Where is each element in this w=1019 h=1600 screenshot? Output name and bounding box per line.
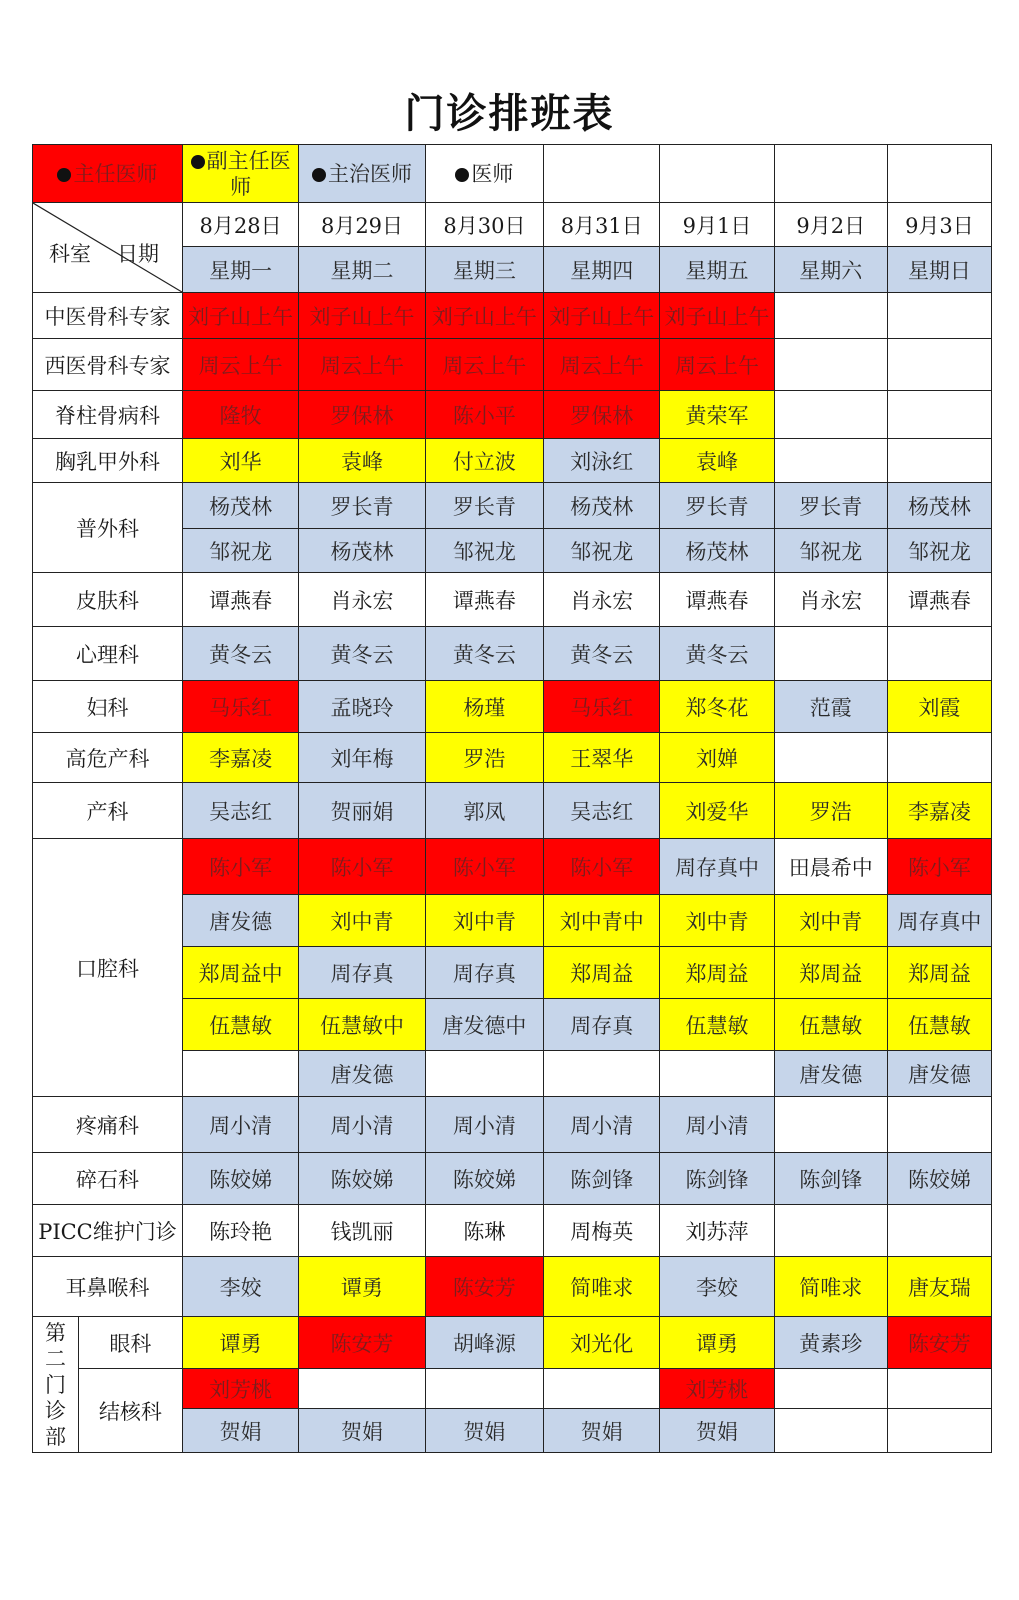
doctor-cell: 唐发德 <box>774 1051 887 1097</box>
doctor-cell <box>774 627 887 681</box>
doctor-cell: 陈小军 <box>299 839 426 895</box>
legend-doctor <box>425 145 543 203</box>
doctor-cell: 黄冬云 <box>182 627 298 681</box>
doctor-cell: 周云上午 <box>299 339 426 391</box>
doctor-cell: 刘子山上午 <box>660 293 774 339</box>
doctor-cell <box>182 1051 298 1097</box>
dept-cell: 产科 <box>33 783 183 839</box>
doctor-cell: 贺娟 <box>182 1409 298 1453</box>
doctor-cell: 刘婵 <box>660 733 774 783</box>
dot-icon <box>57 168 71 182</box>
doctor-cell: 杨茂林 <box>182 483 298 529</box>
doctor-cell: 杨茂林 <box>544 483 660 529</box>
weekday-cell: 星期日 <box>887 247 991 293</box>
doctor-cell <box>544 1369 660 1409</box>
table-row <box>33 1205 992 1257</box>
doctor-cell: 伍慧敏 <box>887 999 991 1051</box>
date-cell: 9月2日 <box>774 203 887 247</box>
doctor-cell: 邹祝龙 <box>774 529 887 573</box>
doctor-cell <box>887 391 991 439</box>
doctor-cell <box>425 1369 543 1409</box>
doctor-cell: 刘芳桃 <box>182 1369 298 1409</box>
dept-cell: 胸乳甲外科 <box>33 439 183 483</box>
doctor-cell: 唐发德 <box>182 895 298 947</box>
doctor-cell: 唐友瑞 <box>887 1257 991 1317</box>
doctor-cell: 贺娟 <box>299 1409 426 1453</box>
dot-icon <box>191 155 205 169</box>
doctor-cell: 周存真中 <box>887 895 991 947</box>
table-row <box>33 1317 992 1369</box>
doctor-cell: 周云上午 <box>425 339 543 391</box>
doctor-cell: 周小清 <box>299 1097 426 1153</box>
dept-cell: 结核科 <box>78 1369 182 1453</box>
doctor-cell <box>887 1409 991 1453</box>
doctor-cell: 李姣 <box>660 1257 774 1317</box>
doctor-cell: 邹祝龙 <box>544 529 660 573</box>
weekday-cell: 星期一 <box>182 247 298 293</box>
doctor-cell: 刘芳桃 <box>660 1369 774 1409</box>
doctor-cell: 刘年梅 <box>299 733 426 783</box>
doctor-cell: 简唯求 <box>544 1257 660 1317</box>
doctor-cell: 郑周益 <box>660 947 774 999</box>
date-cell: 8月28日 <box>182 203 298 247</box>
table-row <box>33 1153 992 1205</box>
dept-cell: 疼痛科 <box>33 1097 183 1153</box>
legend-associate <box>182 145 298 203</box>
dept-cell: 心理科 <box>33 627 183 681</box>
schedule-table <box>32 144 992 1453</box>
doctor-cell: 简唯求 <box>774 1257 887 1317</box>
doctor-cell: 陈姣娣 <box>887 1153 991 1205</box>
legend-chief <box>33 145 183 203</box>
dot-icon <box>455 168 469 182</box>
doctor-cell: 杨瑾 <box>425 681 543 733</box>
doctor-cell: 陈小平 <box>425 391 543 439</box>
date-cell: 8月31日 <box>544 203 660 247</box>
doctor-cell <box>774 391 887 439</box>
doctor-cell: 陈姣娣 <box>299 1153 426 1205</box>
header-corner <box>33 203 183 293</box>
doctor-cell <box>887 339 991 391</box>
doctor-cell: 贺娟 <box>544 1409 660 1453</box>
weekday-cell: 星期四 <box>544 247 660 293</box>
doctor-cell: 刘爱华 <box>660 783 774 839</box>
doctor-cell: 谭燕春 <box>660 573 774 627</box>
doctor-cell: 周云上午 <box>660 339 774 391</box>
doctor-cell: 周存真 <box>544 999 660 1051</box>
legend-associate-label: 副主任医师 <box>206 148 291 199</box>
table-row <box>33 1369 992 1409</box>
doctor-cell: 刘中青 <box>774 895 887 947</box>
doctor-cell: 唐发德 <box>887 1051 991 1097</box>
weekday-cell: 星期六 <box>774 247 887 293</box>
doctor-cell: 谭勇 <box>299 1257 426 1317</box>
doctor-cell <box>887 293 991 339</box>
doctor-cell: 陈姣娣 <box>425 1153 543 1205</box>
doctor-cell: 肖永宏 <box>544 573 660 627</box>
doctor-cell: 伍慧敏 <box>774 999 887 1051</box>
table-row <box>33 783 992 839</box>
date-cell: 8月30日 <box>425 203 543 247</box>
dept-cell: 脊柱骨病科 <box>33 391 183 439</box>
legend-row <box>33 145 992 203</box>
doctor-cell: 李嘉凌 <box>887 783 991 839</box>
doctor-cell: 黄冬云 <box>660 627 774 681</box>
doctor-cell <box>774 1369 887 1409</box>
doctor-cell: 刘子山上午 <box>182 293 298 339</box>
table-row <box>33 573 992 627</box>
header-dept-label: 科室 <box>49 242 91 266</box>
doctor-cell: 罗浩 <box>774 783 887 839</box>
dept-cell: 皮肤科 <box>33 573 183 627</box>
doctor-cell: 罗长青 <box>425 483 543 529</box>
table-row <box>33 339 992 391</box>
doctor-cell <box>774 1097 887 1153</box>
doctor-cell: 谭燕春 <box>887 573 991 627</box>
doctor-cell: 刘苏萍 <box>660 1205 774 1257</box>
doctor-cell: 陈小军 <box>887 839 991 895</box>
dept-cell: 碎石科 <box>33 1153 183 1205</box>
doctor-cell: 刘子山上午 <box>544 293 660 339</box>
doctor-cell: 胡峰源 <box>425 1317 543 1369</box>
doctor-cell: 谭燕春 <box>182 573 298 627</box>
dept-cell: 口腔科 <box>33 839 183 1097</box>
doctor-cell: 陈琳 <box>425 1205 543 1257</box>
doctor-cell: 孟晓玲 <box>299 681 426 733</box>
doctor-cell: 周小清 <box>182 1097 298 1153</box>
doctor-cell: 周存真 <box>299 947 426 999</box>
doctor-cell: 周梅英 <box>544 1205 660 1257</box>
doctor-cell: 陈安芳 <box>299 1317 426 1369</box>
doctor-cell: 伍慧敏中 <box>299 999 426 1051</box>
doctor-cell: 周云上午 <box>544 339 660 391</box>
doctor-cell: 陈安芳 <box>425 1257 543 1317</box>
doctor-cell: 李嘉凌 <box>182 733 298 783</box>
doctor-cell: 刘光化 <box>544 1317 660 1369</box>
doctor-cell: 陈剑锋 <box>774 1153 887 1205</box>
date-cell: 9月1日 <box>660 203 774 247</box>
doctor-cell: 付立波 <box>425 439 543 483</box>
doctor-cell: 肖永宏 <box>299 573 426 627</box>
dept-cell: 中医骨科专家 <box>33 293 183 339</box>
doctor-cell: 刘中青中 <box>544 895 660 947</box>
doctor-cell: 刘华 <box>182 439 298 483</box>
dept-cell: 高危产科 <box>33 733 183 783</box>
date-row <box>33 203 992 247</box>
table-row <box>33 391 992 439</box>
doctor-cell: 罗长青 <box>299 483 426 529</box>
doctor-cell <box>887 733 991 783</box>
group-label: 第 二 门 诊 部 <box>33 1317 79 1453</box>
table-row <box>33 439 992 483</box>
dot-icon <box>312 168 326 182</box>
table-row <box>33 733 992 783</box>
doctor-cell: 陈玲艳 <box>182 1205 298 1257</box>
table-row <box>33 839 992 895</box>
doctor-cell: 刘中青 <box>299 895 426 947</box>
dept-cell: 普外科 <box>33 483 183 573</box>
doctor-cell <box>887 1097 991 1153</box>
doctor-cell: 邹祝龙 <box>887 529 991 573</box>
doctor-cell: 邹祝龙 <box>182 529 298 573</box>
doctor-cell <box>425 1051 543 1097</box>
doctor-cell: 伍慧敏 <box>182 999 298 1051</box>
doctor-cell: 陈小军 <box>182 839 298 895</box>
doctor-cell: 贺丽娟 <box>299 783 426 839</box>
doctor-cell: 马乐红 <box>544 681 660 733</box>
doctor-cell: 田晨希中 <box>774 839 887 895</box>
table-row <box>33 627 992 681</box>
dept-cell: 眼科 <box>78 1317 182 1369</box>
doctor-cell: 陈剑锋 <box>660 1153 774 1205</box>
doctor-cell: 杨茂林 <box>660 529 774 573</box>
doctor-cell: 刘中青 <box>660 895 774 947</box>
doctor-cell: 周存真中 <box>660 839 774 895</box>
doctor-cell: 谭勇 <box>182 1317 298 1369</box>
doctor-cell: 伍慧敏 <box>660 999 774 1051</box>
doctor-cell: 钱凯丽 <box>299 1205 426 1257</box>
doctor-cell: 范霞 <box>774 681 887 733</box>
doctor-cell <box>887 1369 991 1409</box>
dept-cell: 耳鼻喉科 <box>33 1257 183 1317</box>
doctor-cell: 罗浩 <box>425 733 543 783</box>
header-date-label: 日期 <box>117 242 159 266</box>
doctor-cell <box>774 439 887 483</box>
doctor-cell: 刘子山上午 <box>299 293 426 339</box>
doctor-cell: 陈姣娣 <box>182 1153 298 1205</box>
doctor-cell <box>774 1409 887 1453</box>
weekday-cell: 星期五 <box>660 247 774 293</box>
doctor-cell: 罗长青 <box>660 483 774 529</box>
doctor-cell: 黄素珍 <box>774 1317 887 1369</box>
doctor-cell: 罗保林 <box>299 391 426 439</box>
date-cell: 8月29日 <box>299 203 426 247</box>
table-row <box>33 293 992 339</box>
doctor-cell: 陈小军 <box>425 839 543 895</box>
doctor-cell <box>774 733 887 783</box>
doctor-cell: 谭勇 <box>660 1317 774 1369</box>
doctor-cell: 黄冬云 <box>544 627 660 681</box>
doctor-cell <box>774 339 887 391</box>
doctor-cell: 李姣 <box>182 1257 298 1317</box>
doctor-cell: 陈剑锋 <box>544 1153 660 1205</box>
doctor-cell <box>774 1205 887 1257</box>
doctor-cell: 吴志红 <box>544 783 660 839</box>
table-row <box>33 483 992 529</box>
doctor-cell: 郑周益中 <box>182 947 298 999</box>
doctor-cell <box>544 1051 660 1097</box>
doctor-cell: 陈安芳 <box>887 1317 991 1369</box>
doctor-cell: 周存真 <box>425 947 543 999</box>
doctor-cell: 刘霞 <box>887 681 991 733</box>
legend-doctor-label: 医师 <box>471 161 514 186</box>
weekday-cell: 星期三 <box>425 247 543 293</box>
doctor-cell: 黄荣军 <box>660 391 774 439</box>
weekday-cell: 星期二 <box>299 247 426 293</box>
dept-cell: 西医骨科专家 <box>33 339 183 391</box>
doctor-cell <box>887 627 991 681</box>
doctor-cell: 周云上午 <box>182 339 298 391</box>
doctor-cell: 周小清 <box>425 1097 543 1153</box>
doctor-cell: 唐发德中 <box>425 999 543 1051</box>
doctor-cell: 刘子山上午 <box>425 293 543 339</box>
doctor-cell: 周小清 <box>544 1097 660 1153</box>
doctor-cell: 邹祝龙 <box>425 529 543 573</box>
doctor-cell: 王翠华 <box>544 733 660 783</box>
doctor-cell: 郑周益 <box>544 947 660 999</box>
dept-cell: PICC维护门诊 <box>33 1205 183 1257</box>
doctor-cell: 郑冬花 <box>660 681 774 733</box>
doctor-cell: 罗保林 <box>544 391 660 439</box>
page-title: 门诊排班表 <box>404 91 615 137</box>
legend-attending <box>299 145 426 203</box>
doctor-cell: 陈小军 <box>544 839 660 895</box>
doctor-cell: 黄冬云 <box>299 627 426 681</box>
doctor-cell <box>887 1205 991 1257</box>
doctor-cell: 杨茂林 <box>299 529 426 573</box>
doctor-cell: 郑周益 <box>887 947 991 999</box>
doctor-cell: 贺娟 <box>425 1409 543 1453</box>
dept-cell: 妇科 <box>33 681 183 733</box>
table-row <box>33 1257 992 1317</box>
doctor-cell: 唐发德 <box>299 1051 426 1097</box>
legend-attending-label: 主治医师 <box>328 161 412 186</box>
doctor-cell: 黄冬云 <box>425 627 543 681</box>
doctor-cell: 马乐红 <box>182 681 298 733</box>
doctor-cell <box>887 439 991 483</box>
doctor-cell: 杨茂林 <box>887 483 991 529</box>
doctor-cell: 肖永宏 <box>774 573 887 627</box>
doctor-cell <box>660 1051 774 1097</box>
doctor-cell: 罗长青 <box>774 483 887 529</box>
doctor-cell: 吴志红 <box>182 783 298 839</box>
date-cell: 9月3日 <box>887 203 991 247</box>
doctor-cell <box>774 293 887 339</box>
doctor-cell: 郑周益 <box>774 947 887 999</box>
table-row <box>33 681 992 733</box>
table-row <box>33 1097 992 1153</box>
doctor-cell: 贺娟 <box>660 1409 774 1453</box>
doctor-cell: 隆牧 <box>182 391 298 439</box>
doctor-cell: 袁峰 <box>299 439 426 483</box>
doctor-cell: 郭凤 <box>425 783 543 839</box>
doctor-cell: 刘中青 <box>425 895 543 947</box>
doctor-cell: 谭燕春 <box>425 573 543 627</box>
doctor-cell: 袁峰 <box>660 439 774 483</box>
doctor-cell <box>299 1369 426 1409</box>
legend-chief-label: 主任医师 <box>73 161 158 186</box>
doctor-cell: 刘泳红 <box>544 439 660 483</box>
doctor-cell: 周小清 <box>660 1097 774 1153</box>
